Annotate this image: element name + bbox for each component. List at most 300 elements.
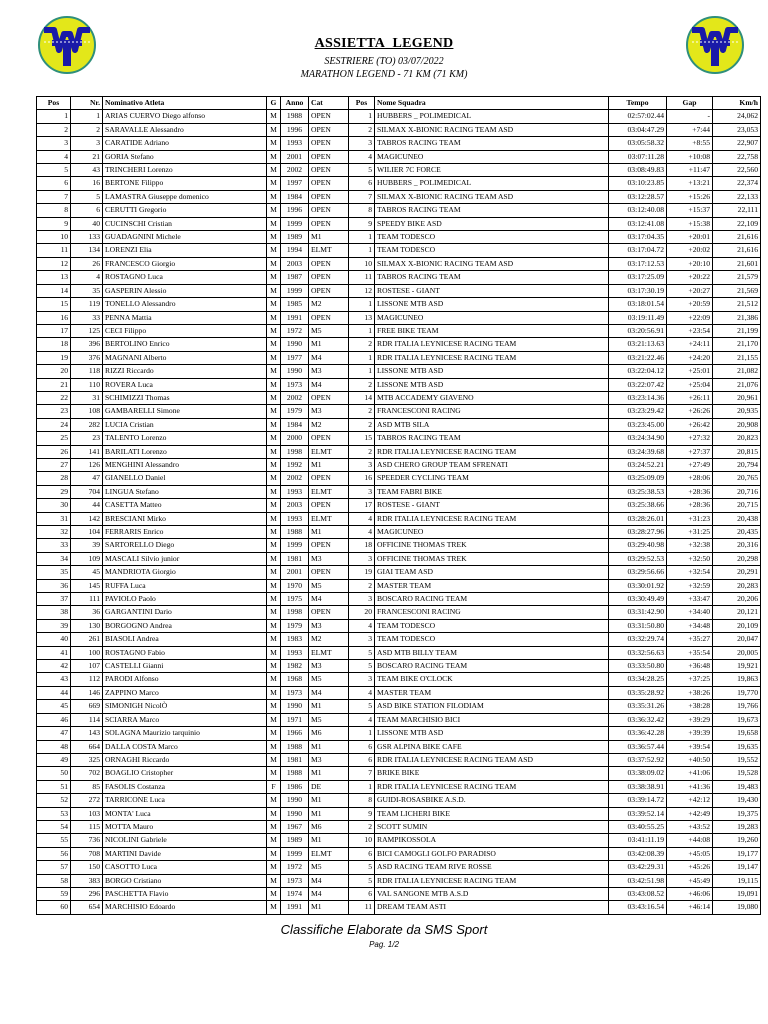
cell-category: M1 (309, 700, 349, 713)
cell-nr: 5 (71, 190, 103, 203)
cell-nr: 396 (71, 338, 103, 351)
col-header-time: Tempo (609, 97, 667, 110)
cell-category: M1 (309, 901, 349, 914)
cell-time: 03:43:08.52 (609, 887, 667, 900)
cell-nr: 125 (71, 324, 103, 337)
cell-speed: 20,206 (713, 593, 761, 606)
cell-gender: M (267, 539, 281, 552)
cell-nr: 383 (71, 874, 103, 887)
cell-speed: 21,386 (713, 311, 761, 324)
cell-athlete: SCIARRA Marco (103, 713, 267, 726)
cell-athlete: SIMONIGH NicolÒ (103, 700, 267, 713)
cell-athlete: ORNAGHI Riccardo (103, 753, 267, 766)
cell-team: ROSTESE - GIANT (375, 499, 609, 512)
cell-year: 1998 (281, 606, 309, 619)
cell-category: M1 (309, 794, 349, 807)
col-header-cat-pos: Pos (349, 97, 375, 110)
cell-pos: 22 (37, 391, 71, 404)
cell-gender: M (267, 123, 281, 136)
cell-team: RAMPIKOSSOLA (375, 834, 609, 847)
cell-pos: 35 (37, 566, 71, 579)
cell-gap: +31:23 (667, 512, 713, 525)
cell-cat-pos: 4 (349, 150, 375, 163)
cell-year: 1988 (281, 526, 309, 539)
cell-pos: 8 (37, 204, 71, 217)
cell-athlete: GAMBARELLI Simone (103, 405, 267, 418)
cell-team: MAGICUNEO (375, 150, 609, 163)
cell-speed: 19,528 (713, 767, 761, 780)
cell-pos: 58 (37, 874, 71, 887)
cell-cat-pos: 4 (349, 619, 375, 632)
cell-speed: 19,430 (713, 794, 761, 807)
table-row (37, 338, 761, 351)
cell-athlete: ROVERA Luca (103, 378, 267, 391)
cell-time: 03:22:04.12 (609, 365, 667, 378)
cell-year: 1983 (281, 633, 309, 646)
cell-gender: M (267, 150, 281, 163)
cell-gender: M (267, 646, 281, 659)
cell-time: 03:21:13.63 (609, 338, 667, 351)
cell-gap: +34:48 (667, 619, 713, 632)
col-header-gap: Gap (667, 97, 713, 110)
cell-time: 03:30:01.92 (609, 579, 667, 592)
cell-team: BRIKE BIKE (375, 767, 609, 780)
cell-team: HUBBERS _ POLIMEDICAL (375, 177, 609, 190)
cell-year: 1979 (281, 619, 309, 632)
cell-year: 2003 (281, 499, 309, 512)
cell-speed: 22,133 (713, 190, 761, 203)
cell-year: 1988 (281, 767, 309, 780)
table-row (37, 485, 761, 498)
cell-time: 03:24:34.90 (609, 432, 667, 445)
cell-time: 03:38:09.02 (609, 767, 667, 780)
cell-category: OPEN (309, 217, 349, 230)
cell-pos: 59 (37, 887, 71, 900)
cell-team: FRANCESCONI RACING (375, 405, 609, 418)
cell-gender: M (267, 834, 281, 847)
cell-speed: 19,375 (713, 807, 761, 820)
cell-speed: 21,076 (713, 378, 761, 391)
cell-cat-pos: 6 (349, 753, 375, 766)
cell-time: 03:31:50.80 (609, 619, 667, 632)
cell-pos: 55 (37, 834, 71, 847)
cell-time: 03:35:28.92 (609, 686, 667, 699)
cell-year: 1979 (281, 405, 309, 418)
table-row (37, 150, 761, 163)
cell-nr: 708 (71, 847, 103, 860)
cell-team: TEAM LICHERI BIKE (375, 807, 609, 820)
cell-pos: 20 (37, 365, 71, 378)
cell-pos: 60 (37, 901, 71, 914)
cell-speed: 19,483 (713, 780, 761, 793)
cell-gender: M (267, 686, 281, 699)
cell-speed: 21,170 (713, 338, 761, 351)
table-row (37, 619, 761, 632)
cell-time: 03:05:58.32 (609, 137, 667, 150)
cell-athlete: TRINCHERI Lorenzo (103, 164, 267, 177)
cell-pos: 19 (37, 351, 71, 364)
cell-athlete: FERRARIS Enrico (103, 526, 267, 539)
cell-category: OPEN (309, 257, 349, 270)
cell-year: 1994 (281, 244, 309, 257)
cell-team: RDR ITALIA LEYNICESE RACING TEAM ASD (375, 753, 609, 766)
cell-year: 1975 (281, 593, 309, 606)
cell-nr: 4 (71, 271, 103, 284)
cell-category: ELMT (309, 847, 349, 860)
cell-pos: 7 (37, 190, 71, 203)
cell-year: 1981 (281, 552, 309, 565)
table-row (37, 311, 761, 324)
cell-gap: +28:36 (667, 499, 713, 512)
table-row (37, 217, 761, 230)
cell-year: 1974 (281, 887, 309, 900)
cell-nr: 150 (71, 861, 103, 874)
cell-cat-pos: 1 (349, 231, 375, 244)
cell-pos: 34 (37, 552, 71, 565)
cell-gap: +39:54 (667, 740, 713, 753)
cell-pos: 30 (37, 499, 71, 512)
cell-category: M5 (309, 673, 349, 686)
header-row (37, 97, 761, 110)
cell-gender: M (267, 164, 281, 177)
cell-nr: 114 (71, 713, 103, 726)
cell-pos: 4 (37, 150, 71, 163)
cell-nr: 36 (71, 606, 103, 619)
cell-team: ASD BIKE STATION FILODIAM (375, 700, 609, 713)
cell-team: OFFICINE THOMAS TREK (375, 539, 609, 552)
cell-athlete: FRANCESCO Giorgio (103, 257, 267, 270)
cell-category: M4 (309, 887, 349, 900)
cell-pos: 40 (37, 633, 71, 646)
cell-gap: +22:09 (667, 311, 713, 324)
cell-speed: 20,121 (713, 606, 761, 619)
subtitle-race: MARATHON LEGEND - 71 KM (71 KM) (300, 69, 468, 80)
cell-team: BICI CAMOGLI GOLFO PARADISO (375, 847, 609, 860)
cell-gender: M (267, 901, 281, 914)
cell-gap: +44:08 (667, 834, 713, 847)
cell-gap: +41:36 (667, 780, 713, 793)
cell-nr: 111 (71, 593, 103, 606)
cell-team: LISSONE MTB ASD (375, 298, 609, 311)
cell-category: OPEN (309, 566, 349, 579)
cell-team: HUBBERS _ POLIMEDICAL (375, 110, 609, 123)
cell-time: 03:17:30.19 (609, 284, 667, 297)
cell-speed: 20,908 (713, 418, 761, 431)
table-row (37, 472, 761, 485)
cell-athlete: CASOTTO Luca (103, 861, 267, 874)
cell-year: 1989 (281, 834, 309, 847)
cell-gap: +26:11 (667, 391, 713, 404)
cell-athlete: RIZZI Riccardo (103, 365, 267, 378)
cell-gap: +35:27 (667, 633, 713, 646)
cell-gender: M (267, 526, 281, 539)
cell-year: 1999 (281, 217, 309, 230)
cell-team: SILMAX X-BIONIC RACING TEAM ASD (375, 257, 609, 270)
table-row (37, 123, 761, 136)
cell-year: 1985 (281, 298, 309, 311)
cell-pos: 36 (37, 579, 71, 592)
cell-speed: 24,062 (713, 110, 761, 123)
cell-cat-pos: 12 (349, 284, 375, 297)
cell-year: 2002 (281, 164, 309, 177)
cell-category: M4 (309, 593, 349, 606)
cell-gender: M (267, 324, 281, 337)
table-row (37, 324, 761, 337)
cell-gap: +46:14 (667, 901, 713, 914)
cell-athlete: ARIAS CUERVO Diego alfonso (103, 110, 267, 123)
cell-gap: +13:21 (667, 177, 713, 190)
cell-team: FREE BIKE TEAM (375, 324, 609, 337)
cell-time: 03:25:38.66 (609, 499, 667, 512)
cell-athlete: LORENZI Elia (103, 244, 267, 257)
cell-pos: 39 (37, 619, 71, 632)
cell-pos: 32 (37, 526, 71, 539)
cell-cat-pos: 6 (349, 847, 375, 860)
cell-category: OPEN (309, 539, 349, 552)
results-body (37, 110, 761, 914)
cell-team: SPEEDY BIKE ASD (375, 217, 609, 230)
col-header-gender: G (267, 97, 281, 110)
cell-nr: 669 (71, 700, 103, 713)
cell-nr: 35 (71, 284, 103, 297)
cell-gap: +38:26 (667, 686, 713, 699)
table-row (37, 633, 761, 646)
cell-team: WILIER 7C FORCE (375, 164, 609, 177)
cell-cat-pos: 3 (349, 137, 375, 150)
cell-pos: 26 (37, 445, 71, 458)
cell-team: SILMAX X-BIONIC RACING TEAM ASD (375, 190, 609, 203)
cell-athlete: SCHIMIZZI Thomas (103, 391, 267, 404)
table-row (37, 780, 761, 793)
cell-speed: 20,823 (713, 432, 761, 445)
table-row (37, 713, 761, 726)
cell-cat-pos: 4 (349, 526, 375, 539)
cell-team: RDR ITALIA LEYNICESE RACING TEAM (375, 780, 609, 793)
cell-pos: 29 (37, 485, 71, 498)
cell-team: ASD RACING TEAM RIVE ROSSE (375, 861, 609, 874)
cell-time: 03:23:45.00 (609, 418, 667, 431)
cell-gender: M (267, 418, 281, 431)
cell-cat-pos: 1 (349, 244, 375, 257)
cell-gender: M (267, 606, 281, 619)
cell-category: M6 (309, 727, 349, 740)
cell-cat-pos: 2 (349, 418, 375, 431)
cell-speed: 22,758 (713, 150, 761, 163)
cell-cat-pos: 5 (349, 874, 375, 887)
cell-nr: 3 (71, 137, 103, 150)
cell-team: GIAI TEAM ASD (375, 566, 609, 579)
cell-cat-pos: 13 (349, 311, 375, 324)
cell-speed: 19,770 (713, 686, 761, 699)
cell-year: 2003 (281, 257, 309, 270)
cell-category: ELMT (309, 646, 349, 659)
cell-team: TABROS RACING TEAM (375, 271, 609, 284)
cell-cat-pos: 4 (349, 512, 375, 525)
cell-gender: M (267, 137, 281, 150)
cell-year: 1990 (281, 807, 309, 820)
cell-time: 03:35:31.26 (609, 700, 667, 713)
cell-athlete: TALENTO Lorenzo (103, 432, 267, 445)
cell-nr: 26 (71, 257, 103, 270)
cell-team: RDR ITALIA LEYNICESE RACING TEAM (375, 874, 609, 887)
cell-year: 1990 (281, 365, 309, 378)
cell-pos: 46 (37, 713, 71, 726)
cell-team: ROSTESE - GIANT (375, 284, 609, 297)
col-header-nr: Nr. (71, 97, 103, 110)
cell-category: M2 (309, 418, 349, 431)
cell-year: 1986 (281, 780, 309, 793)
cell-year: 2001 (281, 566, 309, 579)
cell-category: OPEN (309, 150, 349, 163)
cell-speed: 22,907 (713, 137, 761, 150)
cell-athlete: SARAVALLE Alessandro (103, 123, 267, 136)
cell-gender: M (267, 593, 281, 606)
table-row (37, 847, 761, 860)
cell-category: OPEN (309, 472, 349, 485)
cell-athlete: NICOLINI Gabriele (103, 834, 267, 847)
cell-cat-pos: 6 (349, 887, 375, 900)
cell-gap: +31:25 (667, 526, 713, 539)
cell-nr: 736 (71, 834, 103, 847)
cell-cat-pos: 10 (349, 257, 375, 270)
cell-gender: M (267, 445, 281, 458)
cell-cat-pos: 3 (349, 485, 375, 498)
cell-time: 03:39:52.14 (609, 807, 667, 820)
cell-team: TABROS RACING TEAM (375, 432, 609, 445)
cell-cat-pos: 4 (349, 713, 375, 726)
cell-team: ASD MTB SILA (375, 418, 609, 431)
cell-gap: +42:49 (667, 807, 713, 820)
cell-category: M1 (309, 231, 349, 244)
cell-time: 03:41:11.19 (609, 834, 667, 847)
cell-nr: 133 (71, 231, 103, 244)
cell-time: 03:17:25.09 (609, 271, 667, 284)
cell-gender: M (267, 485, 281, 498)
cell-nr: 654 (71, 901, 103, 914)
cell-gap: +11:47 (667, 164, 713, 177)
cell-gap: +45:49 (667, 874, 713, 887)
cell-gender: M (267, 351, 281, 364)
cell-gender: M (267, 432, 281, 445)
cell-gap: +34:40 (667, 606, 713, 619)
cell-team: TEAM TODESCO (375, 244, 609, 257)
cell-team: GUIDI-ROSASBIKE A.S.D. (375, 794, 609, 807)
cell-nr: 664 (71, 740, 103, 753)
cell-team: RDR ITALIA LEYNICESE RACING TEAM (375, 338, 609, 351)
cell-cat-pos: 3 (349, 552, 375, 565)
cell-category: M3 (309, 753, 349, 766)
cell-year: 1993 (281, 646, 309, 659)
cell-category: M1 (309, 338, 349, 351)
cell-speed: 20,005 (713, 646, 761, 659)
cell-speed: 19,635 (713, 740, 761, 753)
cell-speed: 20,935 (713, 405, 761, 418)
cell-athlete: RUFFA Luca (103, 579, 267, 592)
cell-gender: M (267, 753, 281, 766)
cell-athlete: PENNA Mattia (103, 311, 267, 324)
table-row (37, 579, 761, 592)
cell-time: 03:17:12.53 (609, 257, 667, 270)
table-row (37, 445, 761, 458)
cell-nr: 100 (71, 646, 103, 659)
table-row (37, 365, 761, 378)
cell-category: M4 (309, 874, 349, 887)
cell-speed: 21,082 (713, 365, 761, 378)
cell-gap: +26:26 (667, 405, 713, 418)
cell-athlete: SARTORELLO Diego (103, 539, 267, 552)
cell-category: OPEN (309, 271, 349, 284)
cell-category: OPEN (309, 137, 349, 150)
cell-pos: 28 (37, 472, 71, 485)
cell-cat-pos: 1 (349, 298, 375, 311)
table-row (37, 686, 761, 699)
cell-nr: 104 (71, 526, 103, 539)
cell-cat-pos: 6 (349, 177, 375, 190)
cell-athlete: SOLAGNA Maurizio tarquinio (103, 727, 267, 740)
table-row (37, 271, 761, 284)
cell-gap: +20:22 (667, 271, 713, 284)
cell-gender: M (267, 257, 281, 270)
cell-time: 03:20:56.91 (609, 324, 667, 337)
table-row (37, 231, 761, 244)
cell-cat-pos: 20 (349, 606, 375, 619)
cell-gender: M (267, 887, 281, 900)
cell-gender: M (267, 284, 281, 297)
cell-category: OPEN (309, 177, 349, 190)
cell-pos: 23 (37, 405, 71, 418)
cell-time: 03:28:26.01 (609, 512, 667, 525)
cell-year: 1996 (281, 123, 309, 136)
cell-athlete: GUADAGNINI Michele (103, 231, 267, 244)
cell-gap: +39:39 (667, 727, 713, 740)
cell-pos: 53 (37, 807, 71, 820)
table-row (37, 298, 761, 311)
cell-speed: 20,794 (713, 458, 761, 471)
cell-speed: 20,435 (713, 526, 761, 539)
cell-time: 03:04:47.29 (609, 123, 667, 136)
cell-cat-pos: 11 (349, 271, 375, 284)
cell-nr: 261 (71, 633, 103, 646)
cell-athlete: MASCALI Silvio junior (103, 552, 267, 565)
cell-speed: 19,260 (713, 834, 761, 847)
cell-team: MAGICUNEO (375, 526, 609, 539)
cell-year: 1973 (281, 874, 309, 887)
cell-gap: +15:37 (667, 204, 713, 217)
cell-team: MAGICUNEO (375, 311, 609, 324)
cell-gap: +45:26 (667, 861, 713, 874)
cell-time: 03:17:04.35 (609, 231, 667, 244)
cell-nr: 146 (71, 686, 103, 699)
cell-gender: M (267, 512, 281, 525)
cell-gap: +35:54 (667, 646, 713, 659)
cell-year: 1991 (281, 901, 309, 914)
cell-gap: +20:59 (667, 298, 713, 311)
cell-gap: +37:25 (667, 673, 713, 686)
cell-athlete: CUCINSCHI Cristian (103, 217, 267, 230)
cell-cat-pos: 2 (349, 820, 375, 833)
table-row (37, 512, 761, 525)
cell-year: 1977 (281, 351, 309, 364)
cell-pos: 51 (37, 780, 71, 793)
cell-team: LISSONE MTB ASD (375, 365, 609, 378)
cell-pos: 52 (37, 794, 71, 807)
cell-athlete: BORGO Cristiano (103, 874, 267, 887)
table-row (37, 874, 761, 887)
cell-pos: 47 (37, 727, 71, 740)
cell-gap: +24:11 (667, 338, 713, 351)
cell-nr: 43 (71, 164, 103, 177)
cell-speed: 19,673 (713, 713, 761, 726)
